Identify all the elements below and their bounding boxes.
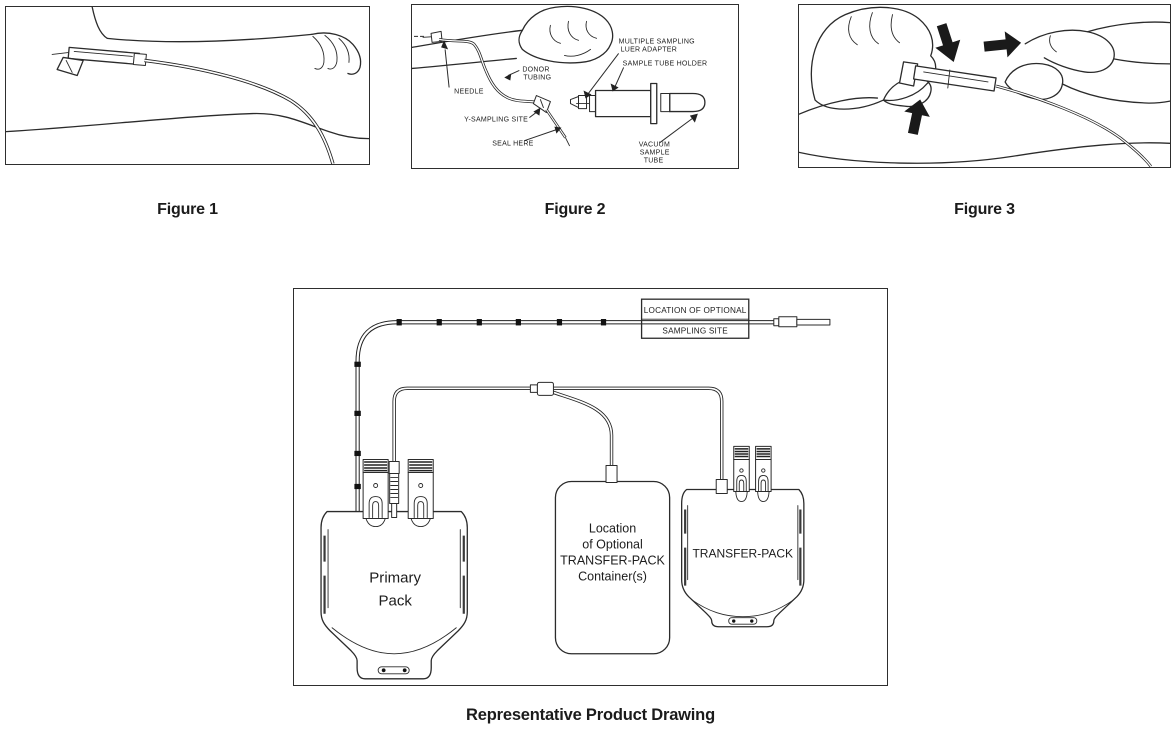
sampling-site-label-box	[642, 299, 749, 338]
figure1-panel	[5, 6, 370, 165]
product-drawing-caption: Representative Product Drawing	[466, 706, 715, 724]
product-drawing-illustration	[294, 289, 887, 685]
figure2-panel	[411, 4, 739, 169]
optional-container-label-line1: Location	[588, 521, 637, 536]
optional-container-drawing	[555, 465, 669, 653]
luer-adapter-label-line1: MULTIPLE SAMPLING	[618, 38, 695, 46]
primary-pack-bag	[321, 512, 467, 679]
primary-pack-label-line2: Pack	[378, 592, 412, 610]
sample-tube-holder-drawing	[577, 83, 657, 123]
sample-tube-holder-label: SAMPLE TUBE HOLDER	[622, 60, 708, 68]
luer-adapter-drawing	[570, 96, 586, 109]
arrow-right-icon	[983, 30, 1023, 60]
primary-pack-label-line1: Primary	[369, 569, 422, 587]
needle-label: NEEDLE	[454, 88, 484, 96]
sampling-site-label-line1: LOCATION OF OPTIONAL	[643, 306, 747, 316]
needle-device-drawing	[900, 62, 997, 91]
vacuum-tube-label-line2: SAMPLE	[639, 149, 670, 157]
y-sampling-site-label: Y-SAMPLING SITE	[464, 116, 529, 124]
primary-pack-ports	[363, 459, 433, 518]
body-contours	[799, 98, 1170, 164]
optional-container-label-line3: TRANSFER-PACK	[560, 553, 665, 568]
figure3-caption: Figure 3	[954, 201, 1015, 218]
figure2-illustration	[412, 5, 738, 168]
vacuum-tube-label-line3: TUBE	[643, 157, 664, 165]
donor-tubing-label-line1: DONOR	[522, 66, 550, 74]
vacuum-tube-label-line1: VACUUM	[638, 141, 671, 149]
y-connector	[530, 382, 553, 395]
y-sampling-site-drawing	[533, 96, 569, 146]
optional-container-label-line4: Container(s)	[578, 569, 647, 584]
seal-here-label: SEAL HERE	[492, 140, 534, 148]
product-drawing-panel	[293, 288, 888, 686]
needle-assembly	[414, 31, 442, 42]
port-with-cap	[363, 459, 388, 518]
figure3-panel	[798, 4, 1171, 168]
arrow-up-icon	[900, 97, 933, 137]
transfer-tubing-drawing	[394, 382, 722, 487]
donor-tubing-line	[144, 60, 333, 163]
port-with-cap	[734, 446, 750, 491]
optional-container-label-line2: of Optional	[582, 537, 643, 552]
figure3-illustration	[799, 5, 1170, 167]
center-donor-port	[389, 461, 399, 517]
donor-tubing-label-line2: TUBING	[523, 74, 552, 82]
arm-drawing	[6, 7, 369, 138]
figure1-caption: Figure 1	[157, 201, 218, 218]
figure1-illustration	[6, 7, 369, 164]
transfer-pack-bag	[682, 479, 804, 626]
right-hand-drawing	[1005, 22, 1170, 103]
arrow-down-icon	[929, 21, 966, 66]
luer-adapter-label-line2: LUER ADAPTER	[620, 46, 678, 54]
transfer-pack-ports	[734, 446, 771, 491]
donor-needle-drawing	[774, 317, 830, 327]
vacuum-sample-tube-drawing	[661, 94, 705, 112]
transfer-pack-label: TRANSFER-PACK	[692, 546, 794, 561]
tubing-drawing	[996, 86, 1151, 166]
sampling-site-label-line2: SAMPLING SITE	[662, 326, 728, 336]
figure2-caption: Figure 2	[544, 201, 606, 218]
needle-device	[52, 47, 146, 75]
left-hand-drawing	[811, 7, 935, 109]
